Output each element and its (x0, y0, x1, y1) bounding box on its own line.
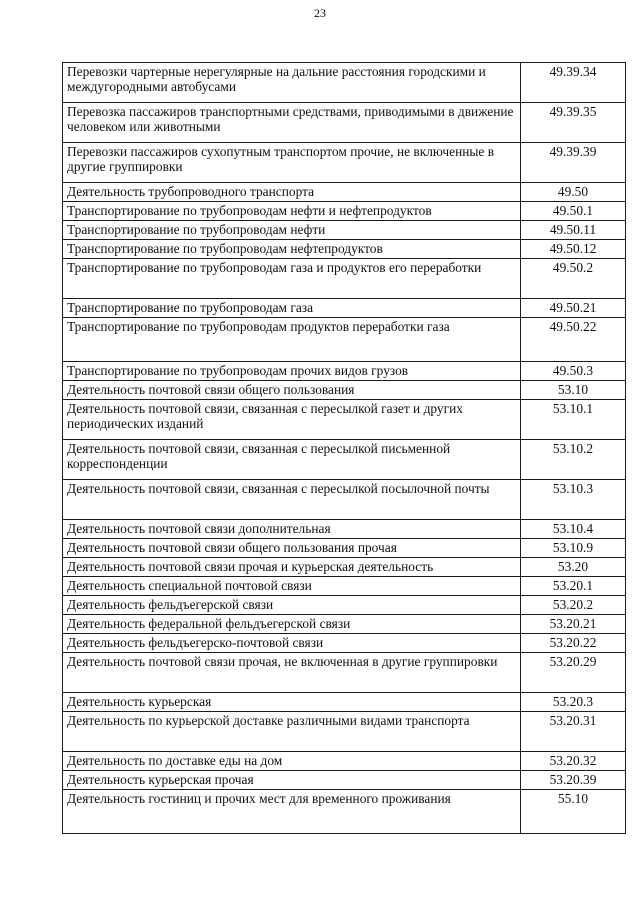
activity-code: 53.20.22 (521, 634, 626, 653)
table-row (63, 440, 626, 480)
table-row (63, 790, 626, 834)
activity-name: Транспортирование по трубопроводам продуктов переработки газа (63, 318, 521, 362)
activity-code: 49.50 (521, 183, 626, 202)
activity-name: Деятельность федеральной фельдъегерской связи (63, 615, 521, 634)
activity-code: 53.20.32 (521, 752, 626, 771)
activity-code: 49.50.3 (521, 362, 626, 381)
table-row (63, 362, 626, 381)
activity-code: 53.20.29 (521, 653, 626, 693)
activity-name: Деятельность почтовой связи, связанная с пересылкой газет и других периодических изданий (63, 400, 521, 440)
activity-code: 53.20.1 (521, 577, 626, 596)
table-row (63, 259, 626, 299)
page-number: 23 (314, 6, 326, 20)
table-row (63, 103, 626, 143)
table-row (63, 202, 626, 221)
activity-code: 53.10.4 (521, 520, 626, 539)
activity-name: Деятельность фельдъегерско-почтовой связи (63, 634, 521, 653)
table-row (63, 63, 626, 103)
activity-name: Деятельность курьерская прочая (63, 771, 521, 790)
activity-name: Деятельность фельдъегерской связи (63, 596, 521, 615)
table-row (63, 693, 626, 712)
activity-name: Деятельность почтовой связи общего пользования (63, 381, 521, 400)
activity-name: Транспортирование по трубопроводам нефти (63, 221, 521, 240)
activity-name: Транспортирование по трубопроводам нефтепродуктов (63, 240, 521, 259)
table-row (63, 240, 626, 259)
table-row (63, 381, 626, 400)
activity-code: 53.20.21 (521, 615, 626, 634)
activity-code: 49.50.21 (521, 299, 626, 318)
table-row (63, 558, 626, 577)
activity-code: 53.20.31 (521, 712, 626, 752)
activity-codes-table (62, 62, 626, 834)
activity-code: 49.50.2 (521, 259, 626, 299)
table-row (63, 520, 626, 539)
table-row (63, 480, 626, 520)
activity-name: Перевозки пассажиров сухопутным транспортом прочие, не включенные в другие группировки (63, 143, 521, 183)
table-row (63, 221, 626, 240)
table-row (63, 400, 626, 440)
activity-code: 49.39.35 (521, 103, 626, 143)
activity-name: Перевозка пассажиров транспортными средствами, приводимыми в движение человеком или животными (63, 103, 521, 143)
table-row (63, 653, 626, 693)
activity-name: Деятельность почтовой связи прочая и курьерская деятельность (63, 558, 521, 577)
activity-name: Транспортирование по трубопроводам газа и продуктов его переработки (63, 259, 521, 299)
table-row (63, 318, 626, 362)
activity-name: Деятельность трубопроводного транспорта (63, 183, 521, 202)
activity-name: Деятельность курьерская (63, 693, 521, 712)
activity-code: 49.50.12 (521, 240, 626, 259)
activity-code: 49.50.22 (521, 318, 626, 362)
table-row (63, 596, 626, 615)
activity-code: 53.10.3 (521, 480, 626, 520)
table-row (63, 712, 626, 752)
activity-code: 53.20 (521, 558, 626, 577)
activity-code: 53.10 (521, 381, 626, 400)
activity-name: Деятельность почтовой связи дополнительная (63, 520, 521, 539)
activity-code: 49.39.39 (521, 143, 626, 183)
table-row (63, 752, 626, 771)
activity-name: Перевозки чартерные нерегулярные на дальние расстояния городскими и междугородными автобусами (63, 63, 521, 103)
activity-name: Деятельность почтовой связи, связанная с пересылкой посылочной почты (63, 480, 521, 520)
activity-code: 53.20.39 (521, 771, 626, 790)
activity-code: 53.10.9 (521, 539, 626, 558)
table-row (63, 183, 626, 202)
table-row (63, 615, 626, 634)
activity-code: 55.10 (521, 790, 626, 834)
activity-code: 53.20.3 (521, 693, 626, 712)
activity-name: Деятельность специальной почтовой связи (63, 577, 521, 596)
activity-code: 53.10.2 (521, 440, 626, 480)
table-row (63, 577, 626, 596)
activity-code: 53.20.2 (521, 596, 626, 615)
table-row (63, 539, 626, 558)
activity-name: Деятельность почтовой связи прочая, не включенная в другие группировки (63, 653, 521, 693)
activity-code: 49.50.11 (521, 221, 626, 240)
activity-name: Деятельность почтовой связи, связанная с пересылкой письменной корреспонденции (63, 440, 521, 480)
table-row (63, 634, 626, 653)
activity-name: Деятельность почтовой связи общего пользования прочая (63, 539, 521, 558)
activity-name: Деятельность по курьерской доставке различными видами транспорта (63, 712, 521, 752)
activity-code: 49.39.34 (521, 63, 626, 103)
table-row (63, 143, 626, 183)
activity-name: Транспортирование по трубопроводам газа (63, 299, 521, 318)
activity-code: 53.10.1 (521, 400, 626, 440)
activity-name: Деятельность по доставке еды на дом (63, 752, 521, 771)
activity-code: 49.50.1 (521, 202, 626, 221)
table-row (63, 299, 626, 318)
table-row (63, 771, 626, 790)
activity-name: Транспортирование по трубопроводам прочих видов грузов (63, 362, 521, 381)
activity-name: Транспортирование по трубопроводам нефти и нефтепродуктов (63, 202, 521, 221)
activity-name: Деятельность гостиниц и прочих мест для временного проживания (63, 790, 521, 834)
